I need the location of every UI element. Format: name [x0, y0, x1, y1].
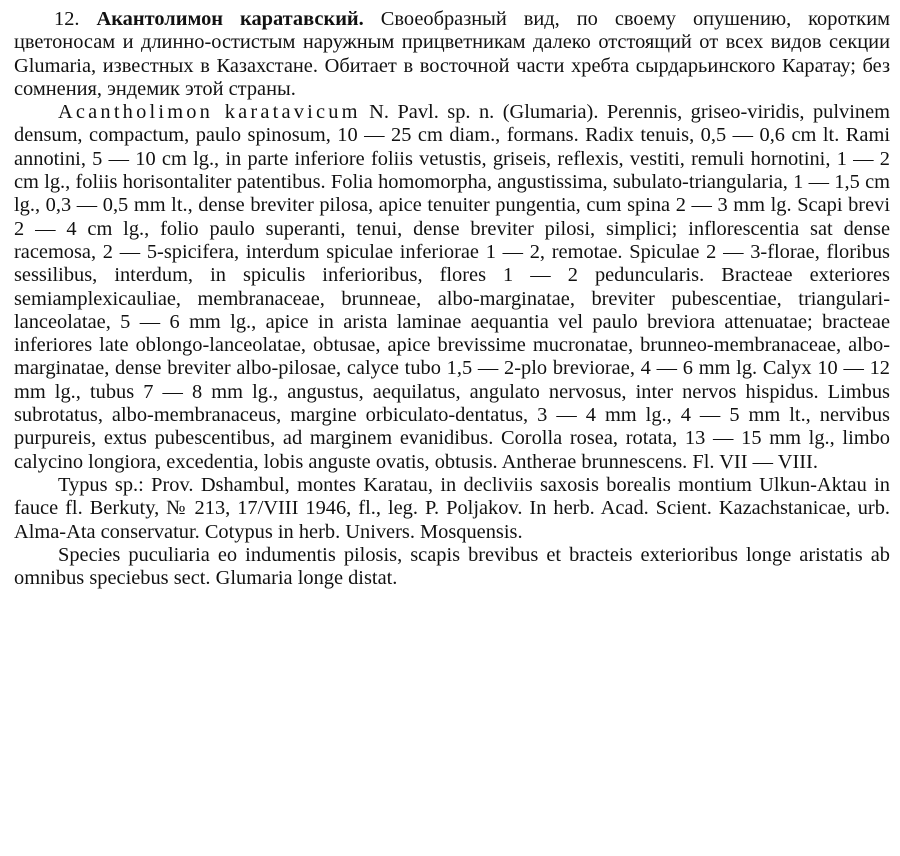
latin-species-name: Acantholimon karatavicum [58, 101, 361, 124]
species-paragraph [14, 8, 890, 101]
diagnosis-paragraph: Species puculiaria eo indumentis pilosis, scapis brevibus et bracteis exterioribus longe aristatis ab omnibus speciebus sect. Glumaria longe distat. [14, 543, 890, 590]
typus-paragraph: Typus sp.: Prov. Dshambul, montes Karatau, in decliviis saxosis borealis montium Ulkun-Aktau in fauce fl. Berkuty, № 213, 17/VIII 1946, fl., leg. P. Poljakov. In herb. Acad. Scient. Kazachstanicae, urb. Alma-Ata conservatur. Cotypus in herb. Univers. Mosquensis. [14, 473, 890, 543]
latin-diagnosis-paragraph [14, 101, 890, 474]
latin-description: N. Pavl. sp. n. (Glumaria). Perennis, griseo-viridis, pulvinem densum, compactum, paulo spinosum, 10 — 25 cm diam., formans. Radix tenuis, 0,5 — 0,6 cm lt. Rami annotini, 5 — 10 cm lg., in parte inferiore foliis vetustis, griseis, reflexis, vestiti, remuli hornotini, 1 — 2 cm lg., foliis horisontaliter patentibus. Folia homomorpha, angustissima, subulato-triangularia, 1 — 1,5 cm lg., 0,3 — 0,5 mm lt., dense breviter pilosa, apice tenuiter pungentia, cum spina 2 — 3 mm lg. Scapi brevi 2 — 4 cm lg., folio paulo superanti, tenui, dense breviter pilosi, simplici; inflorescentia sat dense racemosa, 2 — 5-spicifera, interdum spiculae inferiorae 1 — 2, remotae. Spiculae 2 — 3-florae, floribus sessilibus, interdum, in spiculis inferioribus, flores 1 — 2 peduncularis. Bracteae exteriores semiamplexicauliae, membranaceae, brunneae, albo-marginatae, breviter pubescentiae, triangulari-lanceolatae, 5 — 6 mm lg., apice in arista laminae aequantia vel paulo breviora attenuatae; bracteae inferiores late oblongo-lanceolatae, obtusae, apice brevissime mucronatae, brunneo-membranaceae, albo-marginatae, dense breviter albo-pilosae, calyce tubo 1,5 — 2-plo breviorae, 4 — 6 mm lg. Calyx 10 — 12 mm lg., tubus 7 — 8 mm lg., angustus, aequilatus, angulato nervosus, inter nervos hispidus. Limbus subrotatus, albo-membranaceus, margine orbiculato-dentatus, 3 — 4 mm lg., 4 — 5 mm lt., nervibus purpureis, extus pubescentibus, ad marginem evanidibus. Corolla rosea, rotata, 13 — 15 mm lg., limbo calycino longiora, excedentia, lobis anguste ovatis, obtusis. Antherae brunnescens. Fl. VII — VIII. [14, 101, 890, 473]
species-name: Акантолимон каратавский. [96, 8, 364, 30]
species-number: 12. [54, 8, 80, 30]
species-description: Своеобразный вид, по своему опушению, коротким цветоносам и длинно-остистым наружным прицветникам далеко отстоящий от всех видов секции Glumaria, известных в Казахстане. Обитает в восточной части хребта сырдарьинского Каратау; без сомнения, эндемик этой страны. [14, 8, 890, 100]
document-page [14, 8, 890, 850]
